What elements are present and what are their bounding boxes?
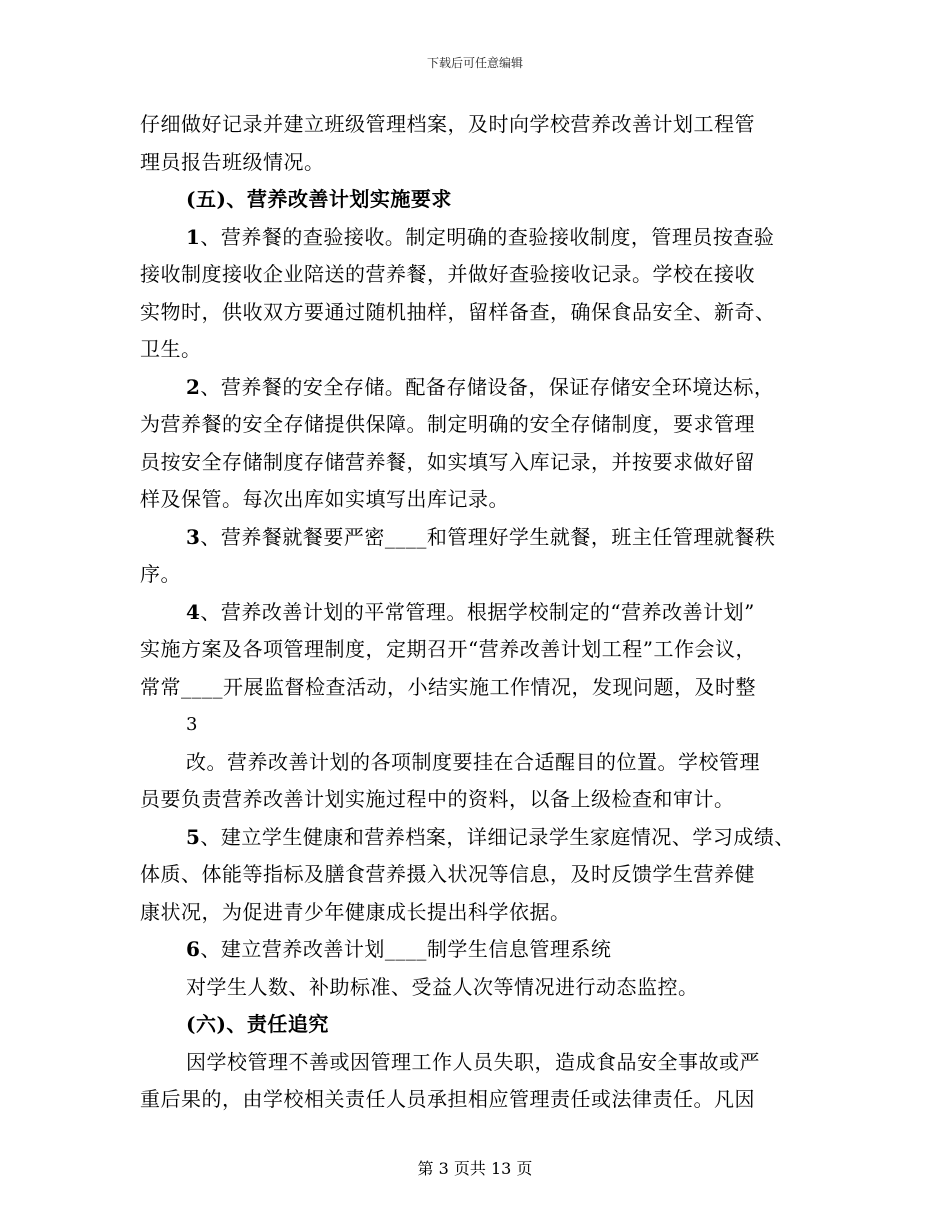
numbered-item: [140, 369, 820, 407]
document-body: [140, 106, 820, 1119]
item-text: 、建立营养改善计划____制学生信息管理系统: [200, 937, 612, 961]
item-number: 3: [186, 524, 201, 549]
paragraph-line: 常常____开展监督检查活动，小结实施工作情况，发现问题，及时整: [140, 674, 756, 699]
paragraph-line: 因学校管理不善或因管理工作人员失职，造成食品安全事故或严: [186, 1049, 760, 1074]
numbered-item: [140, 819, 820, 857]
numbered-item: [140, 519, 820, 557]
page-footer: 第 3 页共 13 页: [417, 1159, 533, 1178]
paragraph-line: 接收制度接收企业陪送的营养餐，并做好查验接收记录。学校在接收: [140, 262, 755, 286]
paragraph-line: 理员报告班级情况。: [140, 149, 325, 174]
paragraph-line: 卫生。: [140, 337, 202, 361]
paragraph-line: 体质、体能等指标及膳食营养摄入状况等信息，及时反馈学生营养健: [140, 862, 755, 886]
item-text: 、建立学生健康和营养档案，详细记录学生家庭情况、学习成绩、: [200, 824, 795, 849]
item-number: 1: [186, 224, 201, 249]
paragraph-line: 重后果的，由学校相关责任人员承担相应管理责任或法律责任。凡因: [140, 1087, 755, 1111]
item-number: 4: [186, 599, 201, 624]
paragraph-line: 实物时，供收双方要通过随机抽样，留样备查，确保食品安全、新奇、: [140, 299, 776, 324]
section-heading: (五)、营养改善计划实施要求: [186, 187, 452, 211]
paragraph-line: 员要负责营养改善计划实施过程中的资料，以备上级检查和审计。: [140, 787, 735, 811]
section-heading: (六)、责任追究: [186, 1012, 329, 1036]
item-text: 、营养改善计划的平常管理。根据学校制定的“营养改善计划”: [200, 599, 755, 624]
paragraph-line: 为营养餐的安全存储提供保障。制定明确的安全存储制度，要求管理: [140, 412, 755, 436]
item-number: 5: [186, 824, 201, 849]
numbered-item: [140, 219, 820, 257]
inline-page-number: 3: [186, 714, 198, 735]
paragraph-line: 样及保管。每次出库如实填写出库记录。: [140, 487, 509, 511]
item-text: 、营养餐就餐要严密____和管理好学生就餐，班主任管理就餐秩: [200, 524, 776, 549]
paragraph-line: 对学生人数、补助标准、受益人次等情况进行动态监控。: [186, 974, 699, 999]
item-number: 2: [186, 374, 201, 399]
paragraph-line: 康状况，为促进青少年健康成长提出科学依据。: [140, 899, 571, 924]
paragraph-line: 改。营养改善计划的各项制度要挂在合适醒目的位置。学校管理: [186, 749, 760, 774]
paragraph-line: 员按安全存储制度存储营养餐，如实填写入库记录，并按要求做好留: [140, 449, 755, 474]
paragraph-line: 仔细做好记录并建立班级管理档案，及时向学校营养改善计划工程管: [140, 112, 755, 136]
page-header: 下载后可任意编辑: [426, 56, 523, 70]
item-number: 6: [186, 937, 201, 961]
paragraph-line: 序。: [140, 562, 181, 586]
numbered-item: [140, 594, 820, 632]
item-text: 、营养餐的安全存储。配备存储设备，保证存储安全环境达标，: [200, 374, 775, 399]
item-text: 、营养餐的查验接收。制定明确的查验接收制度，管理员按查验: [200, 224, 775, 249]
paragraph-line: 实施方案及各项管理制度，定期召开“营养改善计划工程”工作会议，: [140, 637, 756, 661]
numbered-item: [140, 931, 820, 969]
